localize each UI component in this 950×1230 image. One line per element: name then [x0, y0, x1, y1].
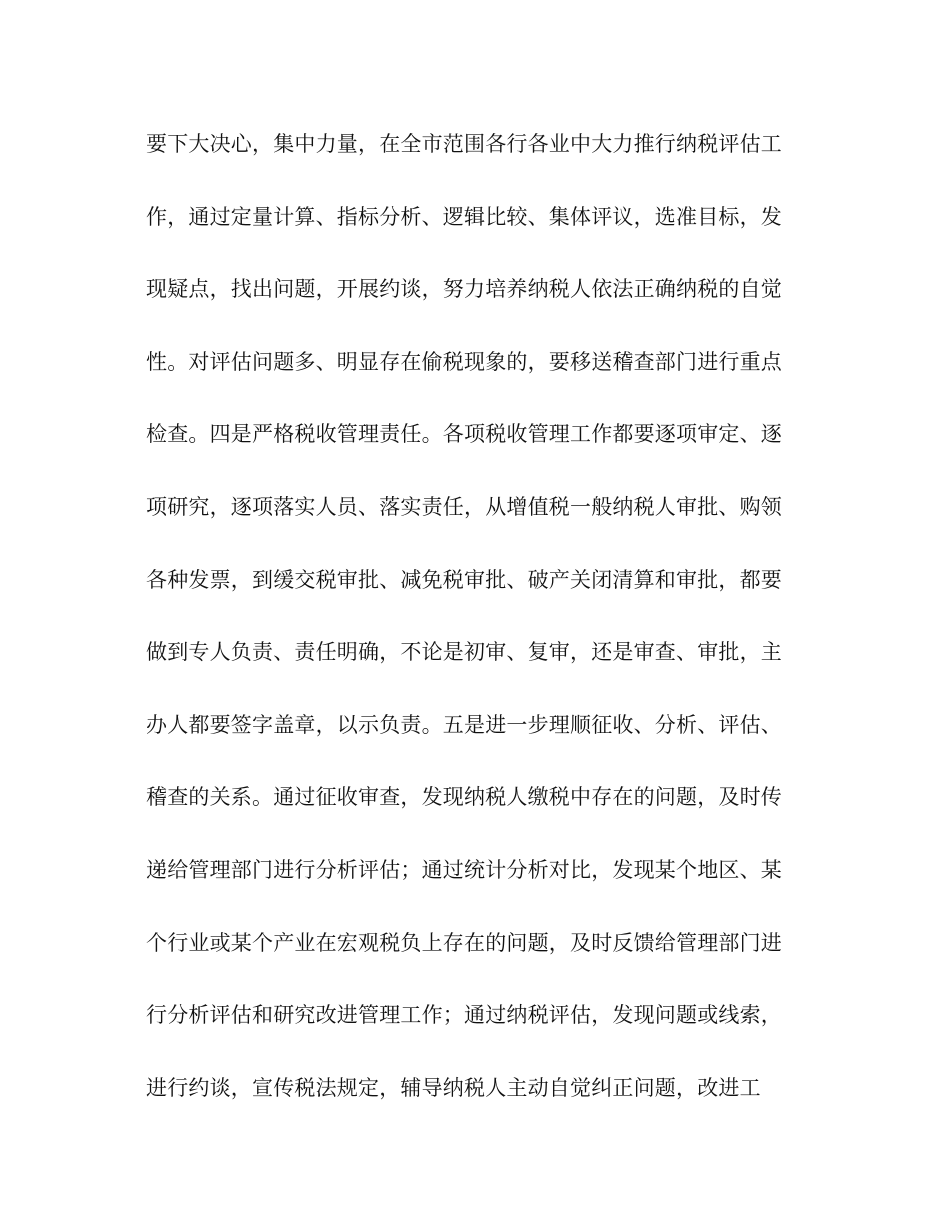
- body-paragraph: [146, 124, 806, 1140]
- text-line: 项研究，逐项落实人员、落实责任，从增值税一般纳税人审批、购领: [146, 494, 782, 519]
- text-line: 做到专人负责、责任明确，不论是初审、复审，还是审查、审批，主: [146, 640, 782, 665]
- text-line: 办人都要签字盖章，以示负责。五是进一步理顺征收、分析、评估、: [146, 712, 782, 737]
- text-line: 行分析评估和研究改进管理工作；通过纳税评估，发现问题或线索，: [146, 1003, 782, 1028]
- text-line: 性。对评估问题多、明显存在偷税现象的，要移送稽查部门进行重点: [146, 349, 782, 374]
- text-line: 检查。四是严格税收管理责任。各项税收管理工作都要逐项审定、逐: [146, 422, 782, 447]
- text-line: 各种发票，到缓交税审批、减免税审批、破产关闭清算和审批，都要: [146, 567, 782, 592]
- text-line: 现疑点，找出问题，开展约谈，努力培养纳税人依法正确纳税的自觉: [146, 277, 782, 302]
- text-line: 个行业或某个产业在宏观税负上存在的问题，及时反馈给管理部门进: [146, 930, 782, 955]
- text-line: 要下大决心，集中力量，在全市范围各行各业中大力推行纳税评估工: [146, 132, 782, 156]
- text-line: 递给管理部门进行分析评估；通过统计分析对比，发现某个地区、某: [146, 857, 782, 882]
- text-line: 作，通过定量计算、指标分析、逻辑比较、集体评议，选准目标，发: [146, 204, 782, 229]
- text-line: 稽查的关系。通过征收审查，发现纳税人缴税中存在的问题，及时传: [146, 785, 782, 810]
- text-line: 进行约谈，宣传税法规定，辅导纳税人主动自觉纠正问题，改进工: [146, 1075, 761, 1100]
